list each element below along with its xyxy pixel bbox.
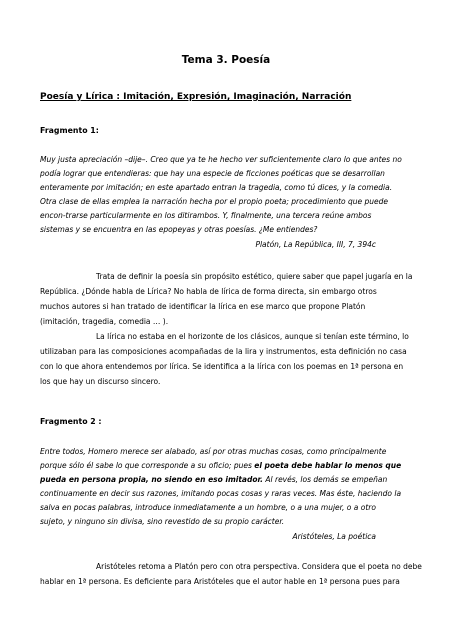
fragment-1-source: Platón, La República, III, 7, 394c (255, 240, 376, 249)
paragraph-2-line: los que hay un discurso sincero. (40, 377, 161, 386)
paragraph-1-line: Trata de definir la poesía sin propósito estético, quiere saber que papel jugaría en la (96, 272, 413, 281)
fragment-2-text: porque sólo él sabe lo que corresponde a su oficio; pues (40, 461, 255, 470)
paragraph-3-line: hablar en 1ª persona. Es deficiente para Aristóteles que el autor hable en 1ª persona pues para (40, 577, 400, 586)
fragment-1-quote-line: Otra clase de ellas emplea la narración hecha por el propio poeta; procedimiento que puede (40, 197, 388, 206)
paragraph-2-line: con lo que ahora entendemos por lírica. Se identifica a la lírica con los poemas en 1ª persona en (40, 362, 404, 371)
page-title: Tema 3. Poesía (181, 54, 271, 66)
fragment-1-quote-line: enteramente por imitación; en este apartado entran la tragedia, como tú dices, y la comedia. (40, 183, 393, 192)
fragment-2-quote-line: continuamente en decir sus razones, imitando pocas cosas y raras veces. Mas éste, haciendo la (40, 489, 402, 498)
fragment-2-quote-line: Entre todos, Homero merece ser alabado, así por otras muchas cosas, como principalmente (40, 447, 387, 456)
fragment-1-quote-line: Muy justa apreciación –dije–. Creo que ya te he hecho ver suficientemente claro lo que antes no (40, 155, 402, 164)
fragment-2-quote-line: salva en pocas palabras, introduce inmediatamente a un hombre, o a una mujer, o a otro (40, 503, 376, 512)
fragment-1-quote-line: sistemas y se encuentra en las epopeyas y otras poesías. ¿Me entiendes? (40, 225, 318, 234)
section-subtitle: Poesía y Lírica : Imitación, Expresión, Imaginación, Narración (40, 92, 352, 102)
fragment-2-quote-line (40, 475, 387, 485)
paragraph-1-line: (imitación, tragedia, comedia … ). (40, 317, 169, 326)
fragment-2-heading: Fragmento 2 : (40, 417, 102, 426)
paragraph-1-line: República. ¿Dónde habla de Lírica? No habla de lírica de forma directa, sin embargo otros (40, 287, 377, 296)
fragment-2-text: Al revés, los demás se empeñan (263, 475, 388, 484)
fragment-1-quote-line: encon-trarse particularmente en los ditirambos. Y, finalmente, una tercera reúne ambos (40, 211, 372, 220)
fragment-2-quote-line: sujeto, y ninguno sin divisa, sino revestido de su propio carácter. (40, 517, 285, 526)
paragraph-3-line: Aristóteles retoma a Platón pero con otra perspectiva. Considera que el poeta no debe (96, 562, 422, 571)
fragment-2-quote-line (40, 461, 401, 471)
fragment-1-quote-line: podía lograr que entendieras: que hay una especie de ficciones poéticas que se desarrollan (40, 169, 385, 178)
paragraph-2-line: utilizaban para las composiciones acompañadas de la lira y instrumentos, esta definición no casa (40, 347, 407, 356)
paragraph-1-line: muchos autores si han tratado de identificar la lírica en ese marco que propone Platón (40, 302, 366, 311)
fragment-2-emphasis: pueda en persona propia, no siendo en eso imitador. (40, 475, 263, 484)
fragment-2-source: Aristóteles, La poética (292, 532, 376, 541)
fragment-1-heading: Fragmento 1: (40, 126, 99, 135)
paragraph-2-line: La lírica no estaba en el horizonte de los clásicos, aunque si tenían este término, lo (96, 332, 409, 341)
fragment-2-emphasis: el poeta debe hablar lo menos que (254, 461, 402, 470)
